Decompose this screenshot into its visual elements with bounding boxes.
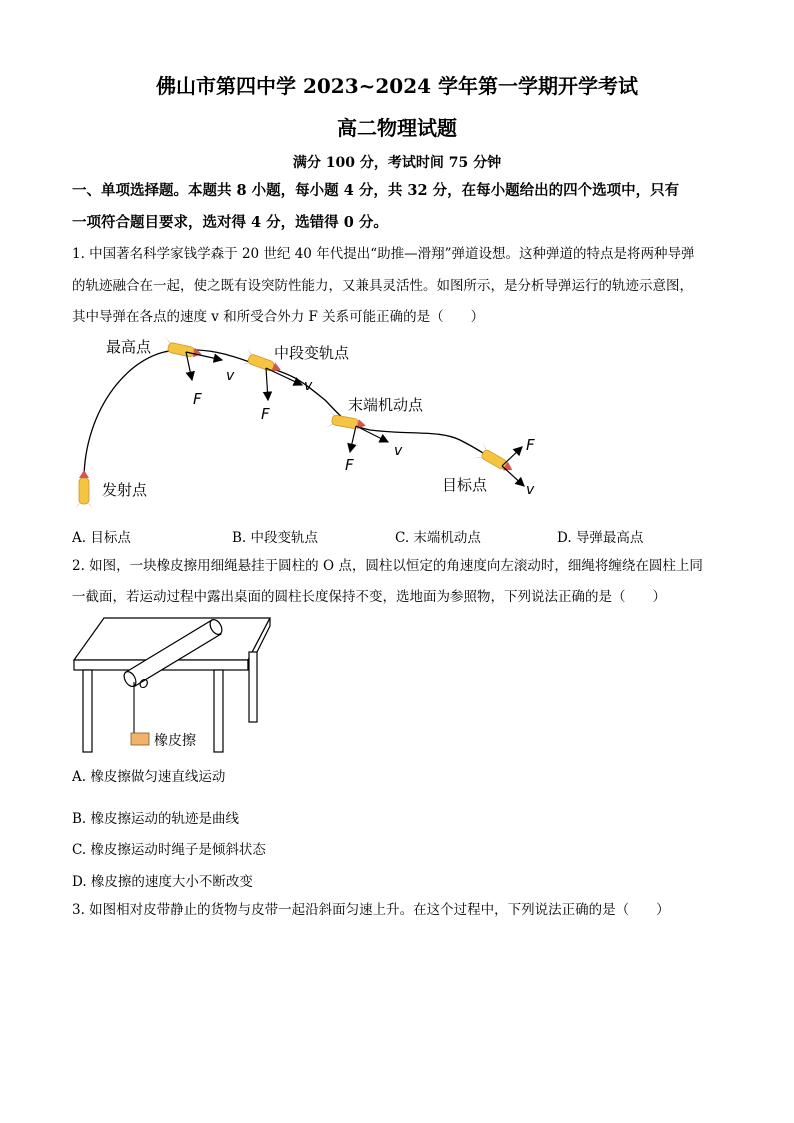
q1-trajectory-figure: [70, 330, 570, 515]
f-top: F: [193, 390, 202, 408]
q1-option-d[interactable]: D. 导弹最高点: [557, 530, 644, 546]
q2-stem-line2: 一截面，若运动过程中露出桌面的圆柱长度保持不变，选地面为参照物，下列说法正确的是（ ）: [72, 589, 666, 605]
q1-stem-line3: 其中导弹在各点的速度 v 和所受合外力 F 关系可能正确的是（ ）: [72, 309, 485, 325]
exam-title: 佛山市第四中学 2023~2024 学年第一学期开学考试: [155, 74, 638, 98]
rocket-top-icon: [162, 337, 204, 363]
q3-stem-line1: 3. 如图相对皮带静止的货物与皮带一起沿斜面匀速上升。在这个过程中，下列说法正确的是（ ）: [72, 902, 670, 918]
q2-table-figure: [70, 612, 275, 757]
o-label: O: [139, 677, 149, 691]
q2-option-c[interactable]: C. 橡皮擦运动时绳子是倾斜状态: [72, 842, 266, 858]
q2-option-b[interactable]: B. 橡皮擦运动的轨迹是曲线: [72, 811, 240, 827]
q2-stem-line1: 2. 如图，一块橡皮擦用细绳悬挂于圆柱的 O 点，圆柱以恒定的角速度向左滚动时，细绳将缠绕在圆柱上同: [72, 558, 703, 574]
rocket-launch-icon: [75, 470, 93, 509]
table-leg: [214, 670, 223, 752]
table-leg: [249, 652, 257, 722]
label-launch: 发射点: [102, 481, 148, 499]
v-mid: v: [304, 378, 313, 394]
f-end: F: [345, 456, 354, 474]
v-end: v: [394, 443, 403, 459]
label-target: 目标点: [442, 476, 488, 494]
q2-option-a[interactable]: A. 橡皮擦做匀速直线运动: [72, 769, 226, 785]
trajectory-curve: [84, 350, 495, 480]
q1-stem-line2: 的轨迹融合在一起，使之既有设突防性能力，又兼具灵活性。如图所示，是分析导弹运行的轨迹示意图，: [72, 278, 693, 294]
label-top: 最高点: [106, 338, 152, 356]
eraser-block: [131, 733, 149, 745]
f-mid: F: [261, 405, 270, 423]
rocket-target-icon: [474, 443, 517, 478]
section-heading-line1: 一、单项选择题。本题共 8 小题，每小题 4 分，共 32 分，在每小题给出的四个选项中，只有: [72, 182, 680, 199]
table-leg: [83, 670, 92, 752]
q1-stem-line1: 1. 中国著名科学家钱学森于 20 世纪 40 年代提出“助推—滑翔”弹道设想。这种弹道的特点是将两种导弹: [72, 246, 695, 262]
q1-option-a[interactable]: A. 目标点: [72, 530, 131, 546]
section-heading-line2: 一项符合题目要求，选对得 4 分，选错得 0 分。: [72, 214, 388, 231]
v-target: v: [526, 482, 535, 498]
exam-info: 满分 100 分，考试时间 75 分钟: [292, 155, 502, 171]
v-top: v: [226, 368, 235, 384]
q2-option-d[interactable]: D. 橡皮擦的速度大小不断改变: [72, 874, 253, 890]
eraser-label: 橡皮擦: [154, 733, 196, 749]
q1-option-c[interactable]: C. 末端机动点: [395, 530, 481, 546]
label-mid: 中段变轨点: [274, 344, 350, 362]
f-target: F: [526, 436, 535, 454]
q1-option-b[interactable]: B. 中段变轨点: [232, 530, 319, 546]
exam-subtitle: 高二物理试题: [337, 116, 457, 140]
label-end: 末端机动点: [348, 396, 424, 414]
